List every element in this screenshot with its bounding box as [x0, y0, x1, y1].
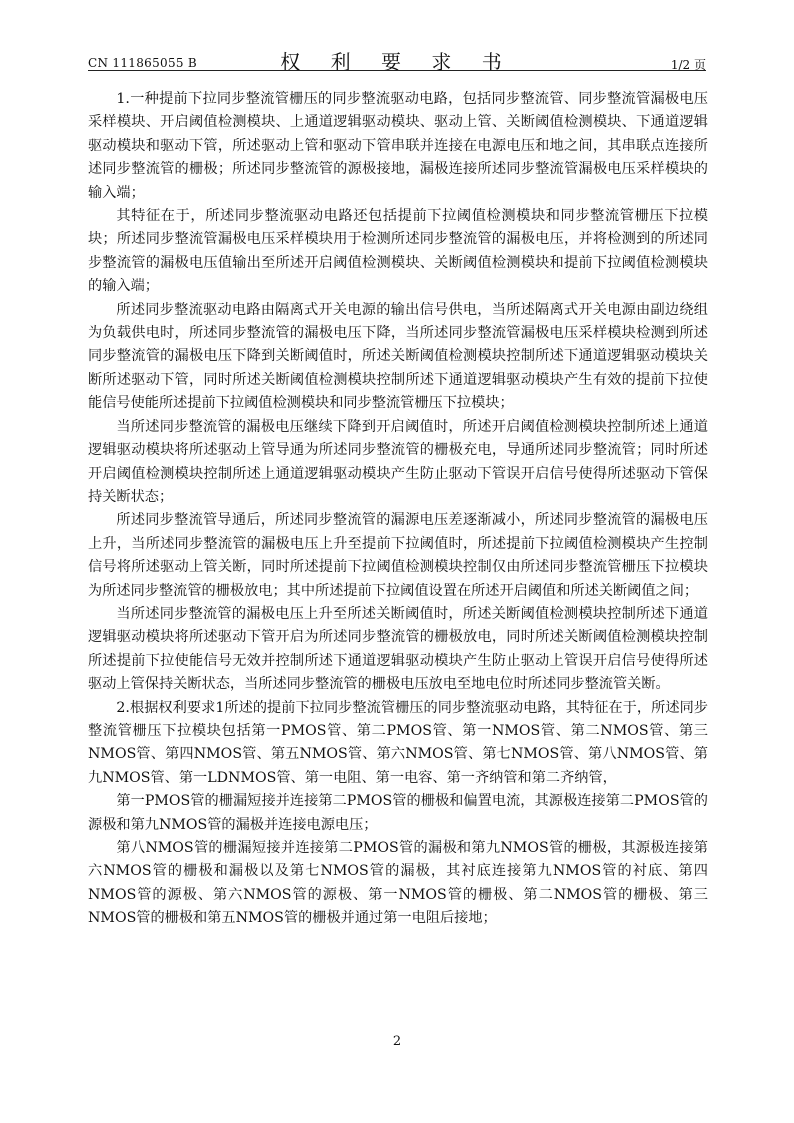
claim-paragraph: 所述同步整流管导通后，所述同步整流管的漏源电压差逐渐减小，所述同步整流管的漏极电压上升，当所述同步整流管的漏极电压上升至提前下拉阈值时，所述提前下拉阈值检测模块产生控制信号将所述驱动上管关断，同时所述提前下拉阈值检测模块控制仅由所述同步整流管栅压下拉模块为所述同步整流管的栅极放电；其中所述提前下拉阈值设置在所述开启阈值和所述关断阈值之间； — [88, 512, 708, 599]
claim-paragraph: 第一PMOS管的栅漏短接并连接第二PMOS管的栅极和偏置电流，其源极连接第二PMOS管的源极和第九NMOS管的漏极并连接电源电压； — [88, 793, 708, 833]
page-label: 1/2 页 — [670, 58, 706, 72]
claim-paragraph: 第八NMOS管的栅漏短接并连接第二PMOS管的漏极和第九NMOS管的栅极，其源极连接第六NMOS管的栅极和漏极以及第七NMOS管的漏极，其衬底连接第九NMOS管的衬底、第四NMOS管的源极、第六NMOS管的源极、第一NMOS管的栅极、第二NMOS管的栅极、第三NMOS管的栅极和第五NMOS管的栅极并通过第一电阻后接地； — [88, 840, 708, 927]
claim-paragraph: 其特征在于，所述同步整流驱动电路还包括提前下拉阈值检测模块和同步整流管栅压下拉模块；所述同步整流管漏极电压采样模块用于检测所述同步整流管的漏极电压，并将检测到的所述同步整流管的漏极电压值输出至所述开启阈值检测模块、关断阈值检测模块和提前下拉阈值检测模块的输入端； — [88, 208, 708, 295]
document-title: 权 利 要 求 书 — [280, 50, 514, 74]
page-header — [88, 46, 706, 74]
claims-body — [88, 88, 708, 931]
claim-paragraph: 所述同步整流驱动电路由隔离式开关电源的输出信号供电，当所述隔离式开关电源由副边绕组为负载供电时，所述同步整流管的漏极电压下降，当所述同步整流管漏极电压采样模块检测到所述同步整流管的漏极电压下降到关断阈值时，所述关断阈值检测模块控制所述下通道逻辑驱动模块关断所述驱动下管，同时所述关断阈值检测模块控制所述下通道逻辑驱动模块产生有效的提前下拉使能信号使能所述提前下拉阈值检测模块和同步整流管栅压下拉模块； — [88, 301, 708, 412]
claim-paragraph: 2.根据权利要求1所述的提前下拉同步整流管栅压的同步整流驱动电路，其特征在于，所述同步整流管栅压下拉模块包括第一PMOS管、第二PMOS管、第一NMOS管、第二NMOS管、第三NMOS管、第四NMOS管、第五NMOS管、第六NMOS管、第七NMOS管、第八NMOS管、第九NMOS管、第一LDNMOS管、第一电阻、第一电容、第一齐纳管和第二齐纳管， — [88, 699, 708, 786]
patent-number: CN 111865055 B — [88, 56, 198, 70]
claim-paragraph: 当所述同步整流管的漏极电压继续下降到开启阈值时，所述开启阈值检测模块控制所述上通道逻辑驱动模块将所述驱动上管导通为所述同步整流管的栅极充电，导通所述同步整流管；同时所述开启阈值检测模块控制所述上通道逻辑驱动模块产生防止驱动下管误开启信号使得所述驱动下管保持关断状态； — [88, 418, 708, 505]
claim-paragraph: 1.一种提前下拉同步整流管栅压的同步整流驱动电路，包括同步整流管、同步整流管漏极电压采样模块、开启阈值检测模块、上通道逻辑驱动模块、驱动上管、关断阈值检测模块、下通道逻辑驱动模块和驱动下管，所述驱动上管和驱动下管串联并连接在电源电压和地之间，其串联点连接所述同步整流管的栅极；所述同步整流管的源极接地，漏极连接所述同步整流管漏极电压采样模块的输入端； — [88, 91, 708, 201]
header-rule — [88, 70, 706, 71]
page-number: 2 — [392, 1034, 402, 1049]
claim-paragraph: 当所述同步整流管的漏极电压上升至所述关断阈值时，所述关断阈值检测模块控制所述下通道逻辑驱动模块将所述驱动下管开启为所述同步整流管的栅极放电，同时所述关断阈值检测模块控制所述提前下拉使能信号无效并控制所述下通道逻辑驱动模块产生防止驱动上管误开启信号使得所述驱动上管保持关断状态，当所述同步整流管的栅极电压放电至地电位时所述同步整流管关断。 — [88, 605, 708, 693]
